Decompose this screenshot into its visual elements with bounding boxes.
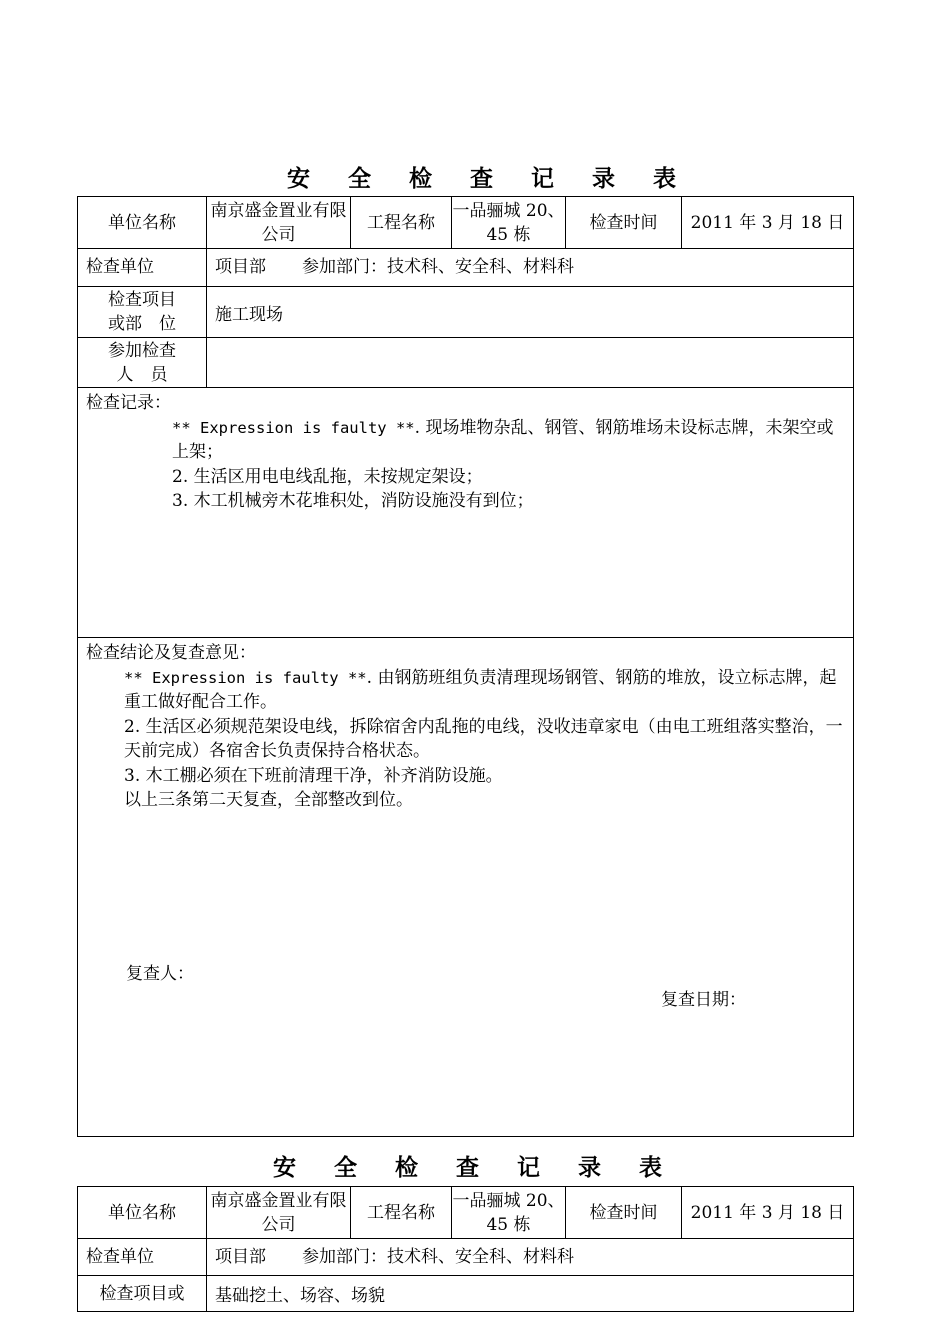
inspection-unit-label: 检查单位 <box>78 249 207 287</box>
inspection-record-cell <box>78 388 854 638</box>
inspection-unit-dept: 项目部 <box>215 257 266 277</box>
conclusion-label: 检查结论及复查意见： <box>86 643 256 663</box>
form2-table <box>77 1186 854 1312</box>
record-item-2: 2. 生活区用电电线乱拖，未按规定架设； <box>172 466 483 487</box>
project-name-label: 工程名称 <box>351 197 452 249</box>
participating-staff-value <box>207 338 854 388</box>
project-name-value: 一品骊城 20、45 栋 <box>452 197 566 249</box>
inspection-time-label: 检查时间 <box>566 197 682 249</box>
inspection-record-label: 检查记录： <box>86 393 171 413</box>
conclusion-item-3: 3. 木工棚必须在下班前清理干净，补齐消防设施。 <box>124 765 503 786</box>
unit-name-label: 单位名称 <box>78 1187 207 1239</box>
inspection-time-label: 检查时间 <box>566 1187 682 1239</box>
conclusion-item-2: 2. 生活区必须规范架设电线，拆除宿舍内乱拖的电线，没收违章家电（由电工班组落实整治，一天前完成）各宿舍长负责保持合格状态。 <box>124 716 843 761</box>
record-item-3: 3. 木工机械旁木花堆积处，消防设施没有到位； <box>172 491 534 511</box>
reviewer-label: 复查人： <box>126 964 194 984</box>
inspection-time-value: 2011 年 3 月 18 日 <box>682 197 854 249</box>
conclusion-cell <box>78 638 854 1137</box>
inspection-unit-value <box>207 249 854 287</box>
form2-title: 安 全 检 查 记 录 表 <box>272 1155 678 1181</box>
record-item-1: ** Expression is faulty **. 现场堆物杂乱、钢管、钢筋堆场未设标志牌，未架空或上架； <box>172 417 834 462</box>
participating-departments: 参加部门：技术科、安全科、材料科 <box>302 257 574 277</box>
inspection-item-label: 检查项目或部 位 <box>78 287 207 338</box>
unit-name-value: 南京盛金置业有限公司 <box>207 1187 351 1239</box>
project-name-label: 工程名称 <box>351 1187 452 1239</box>
unit-name-label: 单位名称 <box>78 197 207 249</box>
form1-title: 安 全 检 查 记 录 表 <box>286 166 692 192</box>
inspection-unit-value <box>207 1239 854 1276</box>
inspection-item-value: 基础挖土、场容、场貌 <box>207 1276 854 1312</box>
participating-staff-label: 参加检查人 员 <box>78 338 207 388</box>
review-date-label: 复查日期： <box>661 990 746 1010</box>
unit-name-value: 南京盛金置业有限公司 <box>207 197 351 249</box>
participating-departments: 参加部门：技术科、安全科、材料科 <box>302 1247 574 1267</box>
conclusion-item-4: 以上三条第二天复查，全部整改到位。 <box>124 790 413 810</box>
inspection-item-label: 检查项目或 <box>78 1276 207 1312</box>
project-name-value: 一品骊城 20、45 栋 <box>452 1187 566 1239</box>
conclusion-item-1: ** Expression is faulty **. 由钢筋班组负责清理现场钢管、钢筋的堆放，设立标志牌，起重工做好配合工作。 <box>124 667 837 712</box>
form1-table <box>77 196 854 1137</box>
inspection-time-value: 2011 年 3 月 18 日 <box>682 1187 854 1239</box>
inspection-unit-dept: 项目部 <box>215 1247 266 1267</box>
inspection-item-value: 施工现场 <box>207 287 854 338</box>
inspection-unit-label: 检查单位 <box>78 1239 207 1276</box>
